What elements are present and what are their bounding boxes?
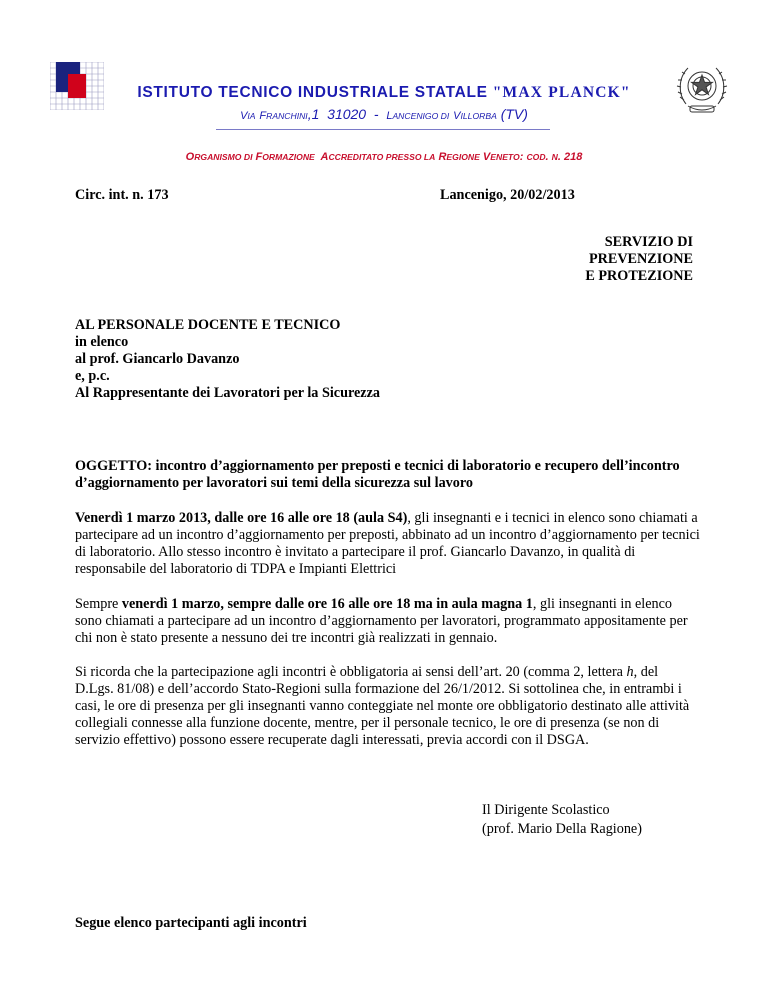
- recipient-prof: al prof. Giancarlo Davanzo: [75, 351, 240, 367]
- header-divider: [216, 129, 550, 130]
- footer-note: Segue elenco partecipanti agli incontri: [75, 915, 307, 931]
- circular-number: Circ. int. n. 173: [75, 187, 169, 203]
- recipient-cc: e, p.c.: [75, 368, 110, 384]
- subject-line: OGGETTO: incontro d’aggiornamento per preposti e tecnici di laboratorio e recupero dell’incontro d’aggiornamento per lavoratori sui temi della sicurezza sul lavoro: [75, 458, 680, 491]
- institute-name: ISTITUTO TECNICO INDUSTRIALE STATALE "MAX PLANCK": [137, 84, 631, 101]
- circular-place-date: Lancenigo, 20/02/2013: [440, 187, 575, 203]
- recipient-primary: AL PERSONALE DOCENTE E TECNICO: [75, 317, 341, 333]
- signature-block: [482, 802, 642, 840]
- recipient-in-list: in elenco: [75, 334, 129, 350]
- recipient-rls: Al Rappresentante dei Lavoratori per la Sicurezza: [75, 385, 380, 401]
- body-paragraph-3: Si ricorda che la partecipazione agli incontri è obbligatoria ai sensi dell’art. 20 (comma 2, lettera h, del D.Lgs. 81/08) e dell’accordo Stato-Regioni sulla formazione del 26/1/2012. Si sottolinea che, in entrambi i casi, le ore di presenza per gli insegnanti vanno conteggiate nel monte ore obbligatorio destinato alle attività collegiali connesse alla funzione docente, mentre, per il personale tecnico, le ore di presenza (se non di servizio effettivo) possono essere recuperate dagli interessati, previa accordi con il DSGA.: [75, 664, 690, 748]
- signature-role: Il Dirigente Scolastico: [482, 802, 610, 818]
- signature-name: (prof. Mario Della Ragione): [482, 821, 642, 837]
- sender-office: SERVIZIO DI PREVENZIONE E PROTEZIONE: [585, 234, 693, 284]
- body-paragraph-1: Venerdì 1 marzo 2013, dalle ore 16 alle ore 18 (aula S4), gli insegnanti e i tecnici in elenco sono chiamati a partecipare ad un incontro d’aggiornamento per preposti, abbinato ad un incontro d’aggiornamento per tecnici di laboratorio. Allo stesso incontro è invitato a partecipare il prof. Giancarlo Davanzo, in qualità di responsabile del laboratorio di TDPA e Impianti Elettrici: [75, 510, 700, 577]
- recipients-block: [75, 317, 380, 402]
- institute-address: VIA FRANCHINI,1 31020 - LANCENIGO DI VILLORBA (TV): [240, 106, 528, 122]
- accreditation-line: ORGANISMO DI FORMAZIONE ACCREDITATO PRESSO LA REGIONE VENETO: COD. N. 218: [185, 151, 583, 163]
- body-paragraph-2: Sempre venerdì 1 marzo, sempre dalle ore 16 alle ore 18 ma in aula magna 1, gli insegnanti in elenco sono chiamati a partecipare ad un incontro d’aggiornamento per lavoratori, programmato appositamente per chi non è stato presente a nessuno dei tre incontri già realizzati in gennaio.: [75, 596, 688, 646]
